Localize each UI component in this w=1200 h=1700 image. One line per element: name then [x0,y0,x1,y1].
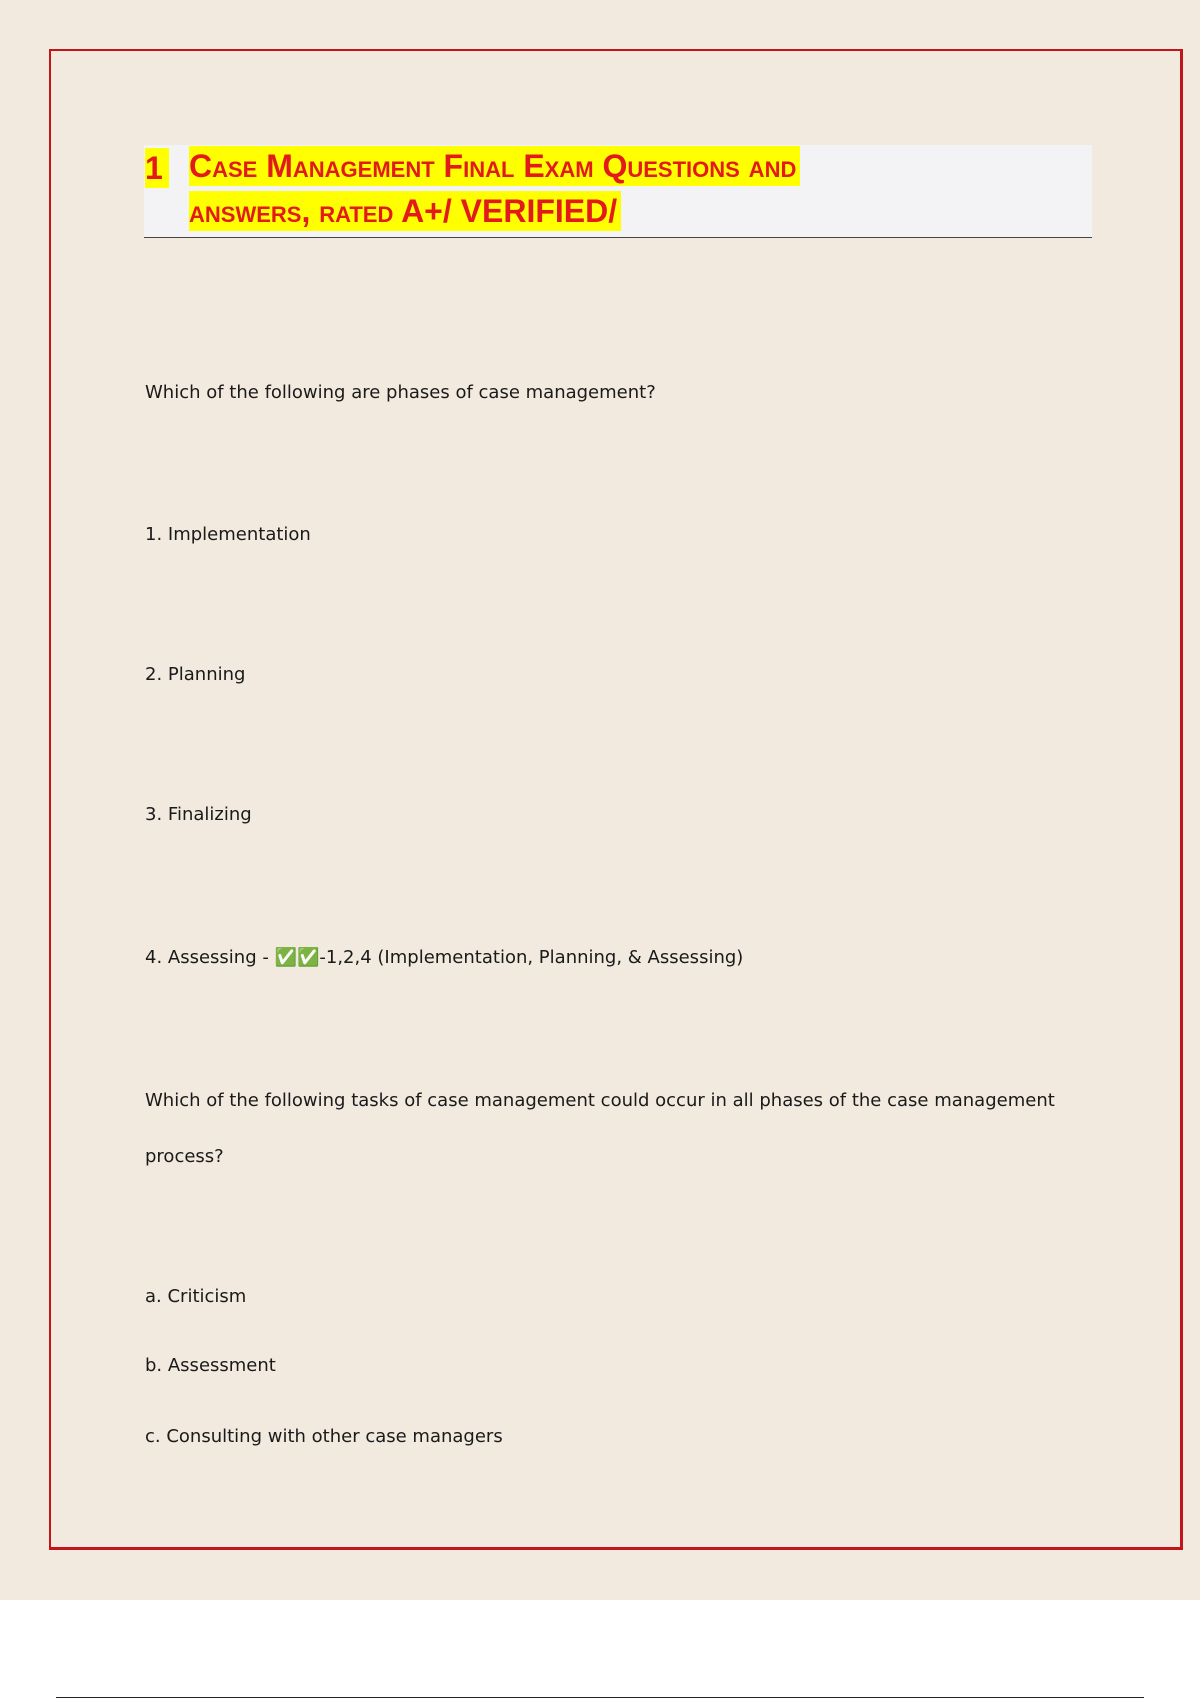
question-2-prompt-line-1: Which of the following tasks of case management could occur in all phases of the case management [145,1090,1055,1111]
question-2-option-c: c. Consulting with other case managers [145,1426,503,1447]
question-1-option-4-answer: 4. Assessing - ✅✅-1,2,4 (Implementation, Planning, & Assessing) [145,947,744,968]
question-1-option-1: 1. Implementation [145,524,311,545]
page-border-frame [49,49,1183,1550]
question-2-option-b: b. Assessment [145,1355,276,1376]
heading-title-line-2: answers, rated A+/ VERIFIED/ [189,191,621,231]
footer-rule [56,1697,1144,1698]
question-1-option-2: 2. Planning [145,664,246,685]
heading-number: 1 [145,148,169,188]
question-1-prompt: Which of the following are phases of case management? [145,382,656,403]
heading-title-line-1: Case Management Final Exam Questions and [189,146,800,186]
question-2-option-a: a. Criticism [145,1286,247,1307]
question-2-prompt-line-2: process? [145,1146,224,1167]
question-1-option-3: 3. Finalizing [145,804,252,825]
